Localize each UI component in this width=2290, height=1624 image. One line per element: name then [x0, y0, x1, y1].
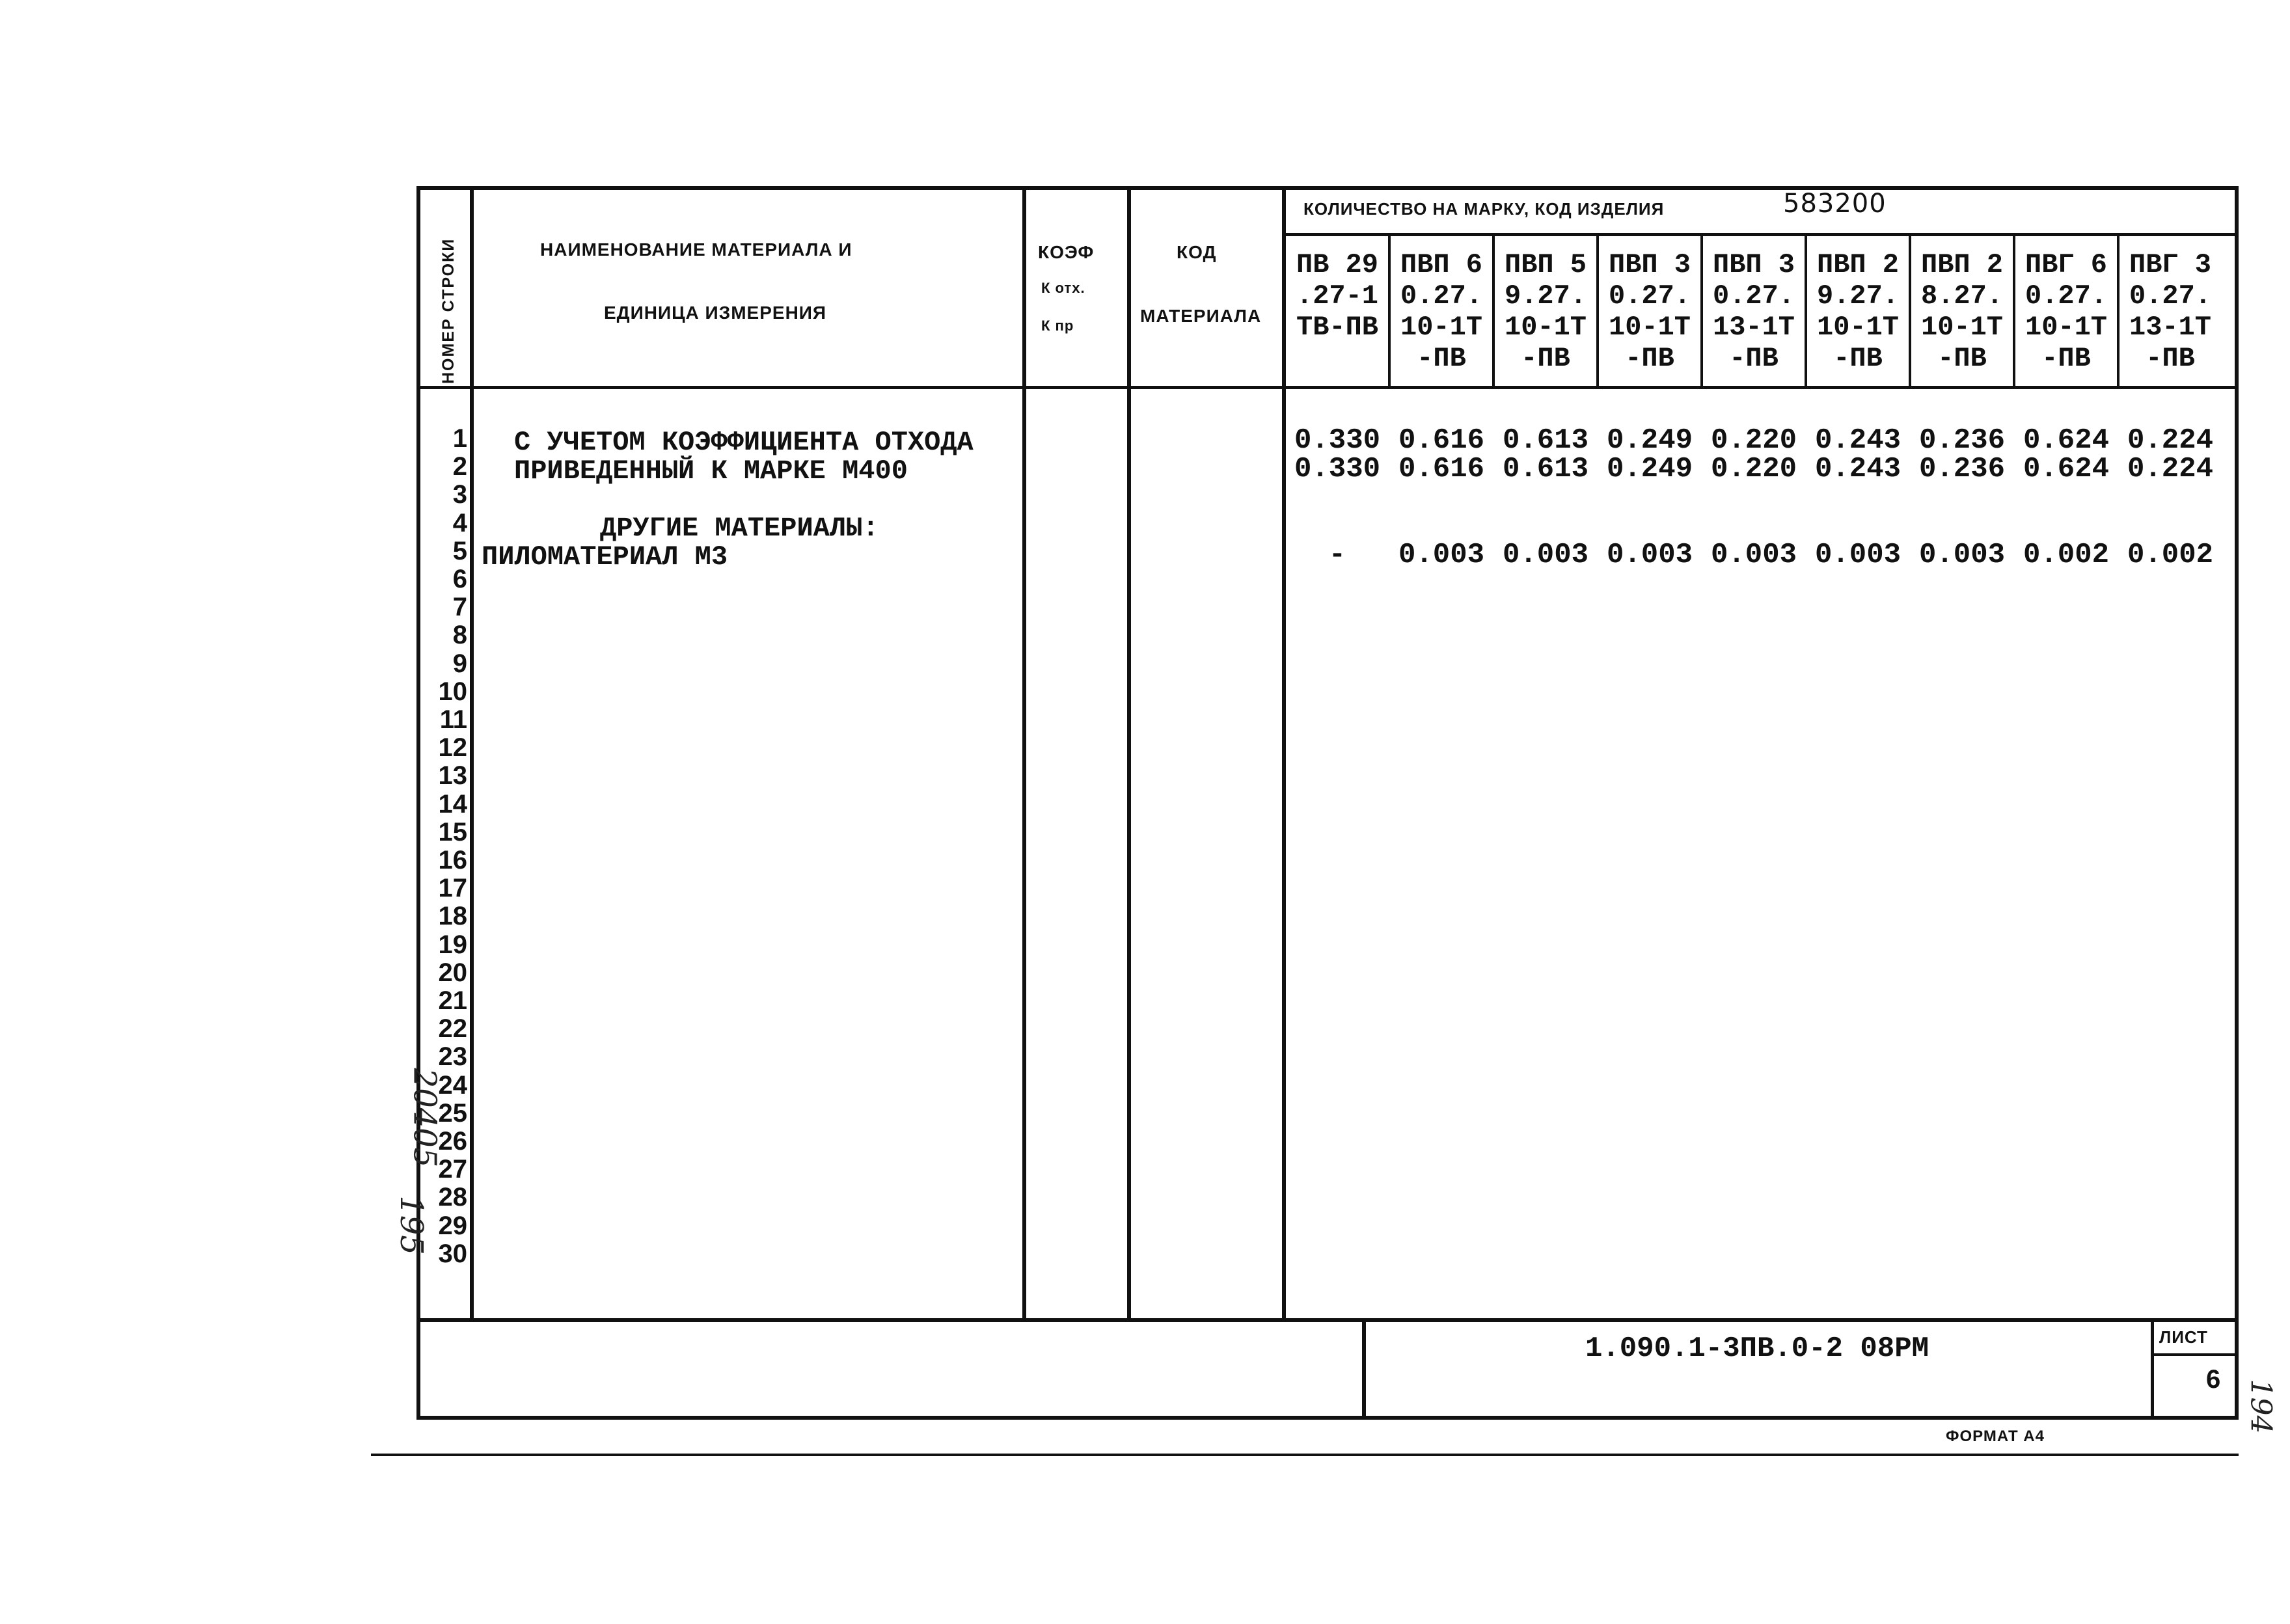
value-cell: 0.236: [1918, 453, 2006, 485]
value-cell: 0.003: [1502, 539, 1589, 571]
material-name-header-line2: ЕДИНИЦА ИЗМЕРЕНИЯ: [604, 303, 827, 323]
value-cell: 0.003: [1398, 539, 1485, 571]
row-number: 9: [452, 649, 467, 678]
column-header-9: ПВГ 3 0.27. 13-1Т -ПВ: [2129, 249, 2212, 374]
row-number: 14: [438, 789, 467, 819]
value-cell: 0.243: [1814, 453, 1902, 485]
value-cell: 0.616: [1398, 424, 1485, 457]
row-number: 18: [438, 902, 467, 931]
value-cell: 0.243: [1814, 424, 1902, 457]
row-number-header: НОМЕР СТРОКИ: [439, 237, 457, 384]
row-number: 5: [452, 536, 467, 565]
col-line-rownum: [470, 186, 474, 1320]
column-header-8: ПВГ 6 0.27. 10-1Т -ПВ: [2024, 249, 2108, 374]
coef-header-line2: К отх.: [1041, 280, 1085, 296]
value-cell: 0.002: [2023, 539, 2110, 571]
value-cell: 0.624: [2023, 424, 2110, 457]
value-cell: 0.616: [1398, 453, 1485, 485]
col-line-coef: [1127, 186, 1131, 1320]
col-line-code: [1282, 186, 1286, 1320]
value-cell: 0.224: [2127, 453, 2214, 485]
coef-header-line1: КОЭФ: [1038, 242, 1095, 262]
code-header-line1: КОД: [1177, 242, 1217, 262]
format-label: ФОРМАТ А4: [1946, 1428, 2045, 1445]
bottom-rule: [371, 1454, 2239, 1456]
value-cell: 0.003: [1814, 539, 1902, 571]
value-cell: 0.249: [1606, 424, 1693, 457]
row-number: 29: [438, 1211, 467, 1240]
value-cell: 0.224: [2127, 424, 2214, 457]
row-number: 2: [452, 452, 467, 481]
row-number: 1: [452, 424, 467, 453]
header-separator: [416, 386, 2239, 389]
row-number: 17: [438, 874, 467, 903]
row-number: 23: [438, 1042, 467, 1072]
value-cell: 0.220: [1710, 453, 1797, 485]
material-line-4: ДРУГИЕ МАТЕРИАЛЫ:: [600, 513, 879, 544]
row-number: 24: [438, 1070, 467, 1100]
row-number: 4: [452, 508, 467, 537]
value-cell: 0.330: [1294, 424, 1381, 457]
value-cell: 0.003: [1918, 539, 2006, 571]
code-header-line2: МАТЕРИАЛА: [1140, 306, 1262, 326]
stamp-sheet-divider: [2151, 1318, 2154, 1420]
value-cell: 0.003: [1606, 539, 1693, 571]
col-line-name: [1022, 186, 1026, 1320]
body-bottom-line: [416, 1318, 2239, 1322]
value-cell: 0.613: [1502, 424, 1589, 457]
column-header-2: ПВП 6 0.27. 10-1Т -ПВ: [1400, 249, 1483, 374]
value-cell: 0.249: [1606, 453, 1693, 485]
row-number: 16: [438, 846, 467, 874]
row-number: 12: [438, 733, 467, 763]
handwritten-number-1: 20405: [406, 1068, 443, 1168]
column-header-1: ПВ 29 .27-1 ТВ-ПВ: [1296, 249, 1379, 343]
column-header-5: ПВП 3 0.27. 13-1Т -ПВ: [1712, 249, 1795, 374]
stamp-sheet-line: [2151, 1353, 2239, 1356]
row-number: 15: [438, 817, 467, 846]
row-number: 26: [438, 1127, 467, 1156]
border-right: [2235, 186, 2239, 1419]
row-number: 25: [438, 1098, 467, 1128]
row-number: 21: [438, 986, 467, 1015]
row-number: 8: [452, 621, 467, 650]
material-name-header-line1: НАИМЕНОВАНИЕ МАТЕРИАЛА И: [540, 239, 852, 260]
row-number: 11: [439, 705, 467, 734]
coef-header-line3: К пр: [1041, 318, 1074, 334]
value-cell: -: [1328, 539, 1346, 571]
row-number: 10: [438, 677, 467, 706]
row-number: 7: [452, 593, 467, 622]
column-header-3: ПВП 5 9.27. 10-1Т -ПВ: [1504, 249, 1587, 374]
row-number: 20: [438, 958, 467, 987]
sheet-label: ЛИСТ: [2159, 1327, 2208, 1347]
border-top: [416, 186, 2239, 190]
column-header-7: ПВП 2 8.27. 10-1Т -ПВ: [1920, 249, 2004, 374]
row-number: 19: [438, 930, 467, 959]
column-header-4: ПВП 3 0.27. 10-1Т -ПВ: [1608, 249, 1691, 374]
value-cell: 0.613: [1502, 453, 1589, 485]
row-number: 30: [438, 1239, 467, 1268]
row-number: 6: [452, 565, 467, 593]
material-line-1: С УЧЕТОМ КОЭФФИЦИЕНТА ОТХОДА: [514, 427, 974, 458]
border-bottom: [416, 1416, 2239, 1420]
stamp-divider: [1362, 1318, 1366, 1420]
handwritten-number-3: 194: [2244, 1379, 2278, 1434]
material-line-2: ПРИВЕДЕННЫЙ К МАРКЕ М400: [514, 455, 908, 487]
column-header-6: ПВП 2 9.27. 10-1Т -ПВ: [1816, 249, 1900, 374]
value-cell: 0.003: [1710, 539, 1797, 571]
value-cell: 0.330: [1294, 453, 1381, 485]
row-number: 22: [438, 1014, 467, 1044]
value-cell: 0.220: [1710, 424, 1797, 457]
row-number: 3: [452, 480, 467, 509]
sheet-number: 6: [2206, 1365, 2222, 1394]
row-number: 13: [438, 761, 467, 791]
row-number: 27: [438, 1155, 467, 1184]
value-cell: 0.002: [2127, 539, 2214, 571]
value-cell: 0.236: [1918, 424, 2006, 457]
quantity-header: КОЛИЧЕСТВО НА МАРКУ, КОД ИЗДЕЛИЯ: [1303, 199, 1665, 219]
row-number: 28: [438, 1183, 467, 1212]
quantity-header-line: [1282, 233, 2239, 236]
handwritten-number-2: 195: [392, 1195, 429, 1255]
material-line-5: ПИЛОМАТЕРИАЛ М3: [482, 541, 728, 573]
value-cell: 0.624: [2023, 453, 2110, 485]
document-code: 1.090.1-3ПВ.0-2 08РМ: [1585, 1333, 1929, 1365]
product-code: 583200: [1783, 189, 1887, 219]
